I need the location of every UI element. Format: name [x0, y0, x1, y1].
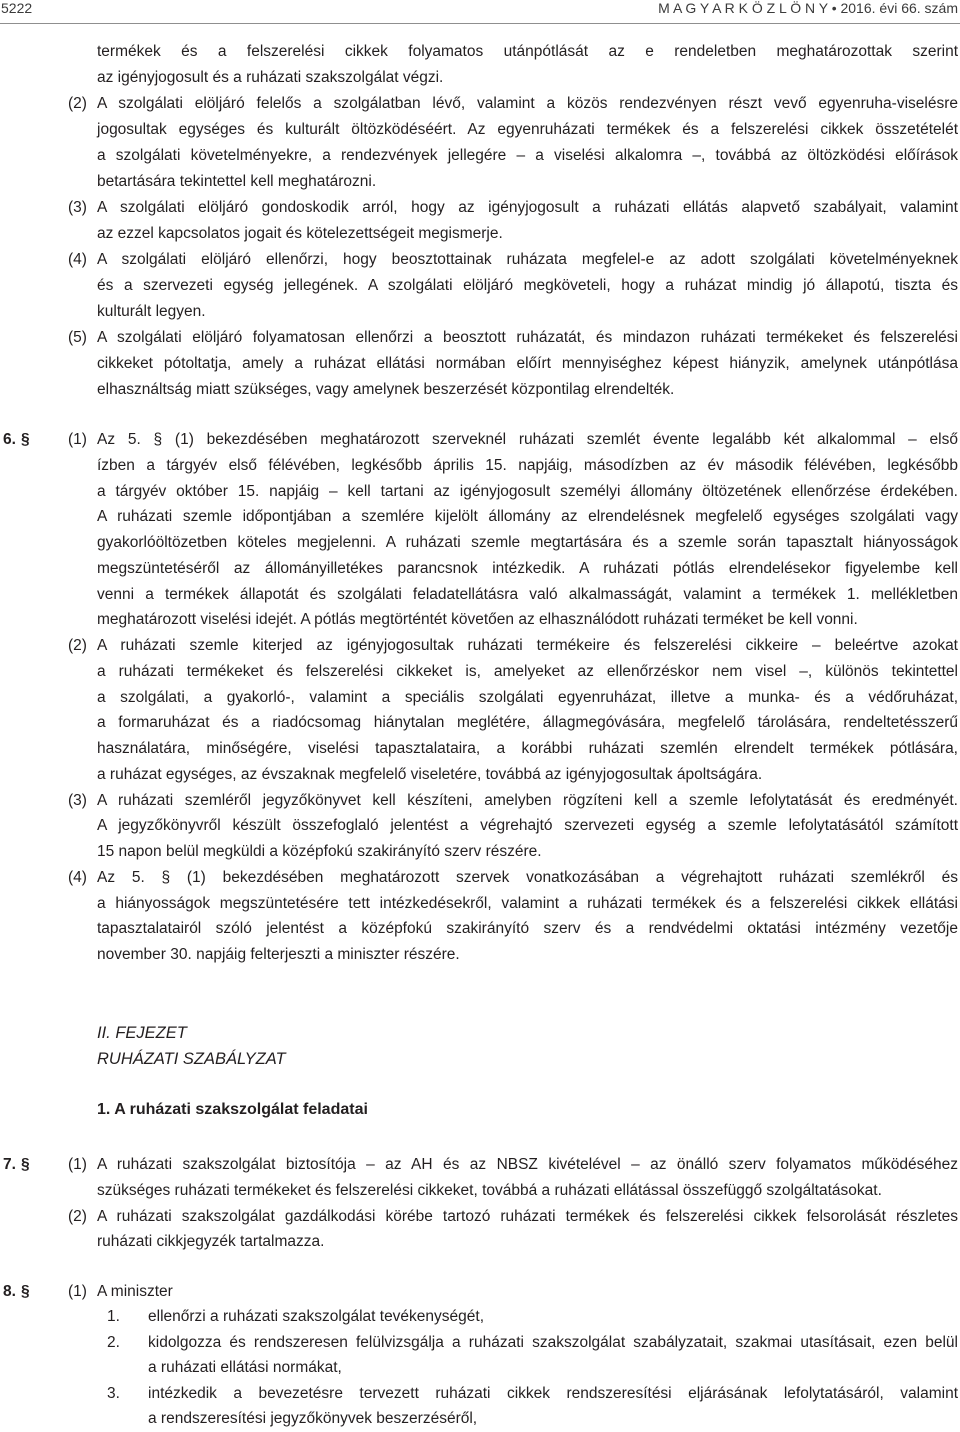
text-line — [0, 377, 960, 403]
section-number: 7. — [3, 1156, 16, 1173]
paragraph-text-line: a formaruházat és a riadócsomag hiánytalan meglétére, állagmegóvására, megfelelő tárolására, rendeltetésszerű — [97, 714, 958, 732]
item-number: 2. — [107, 1333, 120, 1351]
paragraph-text-line: szükséges ruházati termékeket és felszerelési cikkeket, továbbá a ruházati ellátással összefüggő szolgáltatásokat. — [97, 1181, 882, 1199]
section-sign: § — [21, 1156, 30, 1173]
paragraph-number: (1) — [68, 1156, 87, 1173]
paragraph-text-line: november 30. napjáig felterjeszti a miniszter részére. — [97, 946, 460, 963]
text-line — [0, 839, 960, 865]
paragraph-text-line: A szolgálati elöljáró folyamatosan ellenőrzi a beosztott ruházatát, és mindazon ruházati termékeket és felszerelési — [97, 329, 958, 346]
paragraph-text-line: A miniszter — [97, 1283, 173, 1300]
text-line — [0, 169, 960, 195]
item-text-line: intézkedik a bevezetésre tervezett ruházati cikkek rendszeresítési eljárásának lefolytatásáról, valamint — [148, 1384, 958, 1402]
text-line — [0, 710, 960, 736]
paragraph-text-line: Az 5. § (1) bekezdésében meghatározott szerveknél ruházati szemlét évente legalább két alkalommal – első — [97, 431, 958, 448]
text-line — [0, 762, 960, 788]
text-line — [0, 351, 960, 377]
paragraph-text-line: A ruházati szakszolgálat biztosítója – az AH és az NBSZ kivételével – az önálló szerv folyamatos működéséhez — [97, 1156, 958, 1173]
text-line — [0, 479, 960, 505]
paragraph-text-line: betartására tekintettel kell meghatározni. — [97, 173, 377, 190]
text-line — [0, 247, 960, 273]
text-line — [0, 813, 960, 839]
section-sign: § — [21, 431, 30, 448]
item-text-line: a rendszeresítési jegyzőkönyvek beszerzéséről, — [148, 1409, 478, 1427]
paragraph-text-line: a szolgálati, a gyakorló-, valamint a speciális szolgálati egyenruházat, illetve a munka- és a védőruházat, — [97, 688, 958, 706]
text-line — [0, 504, 960, 530]
text-line — [0, 942, 960, 968]
paragraph-text-line: A ruházati szemléről jegyzőkönyvet kell készíteni, amelyben rögzíteni kell a szemle lefolytatását és eredményét. — [97, 791, 958, 809]
paragraph-text-line: ruházati cikkjegyzék tartalmazza. — [97, 1233, 325, 1251]
paragraph-text-line: A szolgálati elöljáró gondoskodik arról, hogy az igényjogosult a ruházati ellátás alapvető szabályait, valamint — [97, 199, 958, 216]
chapter-title: RUHÁZATI SZABÁLYZAT — [97, 1050, 286, 1068]
text-line — [0, 1279, 960, 1304]
text-line — [0, 117, 960, 143]
paragraph-text-line: venni a termékek állapotát és szolgálati feladatellátásra való alkalmasságát, valamint a termékek 1. mellékletben — [97, 585, 958, 603]
item-text-line: kidolgozza és rendszeresen felülvizsgálja a ruházati szakszolgálat szabályzatait, szakmai utasításait, ezen belül — [148, 1333, 958, 1351]
paragraph-text-line: termékek és a felszerelési cikkek folyamatos utánpótlását az e rendeletben meghatározottak szerint — [97, 43, 958, 60]
paragraph-number: (2) — [68, 1207, 87, 1225]
text-line — [0, 39, 960, 65]
paragraph-number: (3) — [68, 791, 87, 809]
chapter-subtitle: 1. A ruházati szakszolgálat feladatai — [97, 1101, 368, 1118]
text-line — [0, 1330, 960, 1355]
paragraph-number: (1) — [68, 1283, 87, 1300]
paragraph-text-line: gyakorlóöltözetben köteles megjelenni. A ruházati szemle megtartására és a szemle során tapasztalt hiányosságok — [97, 534, 958, 551]
paragraph-number: (4) — [68, 251, 87, 268]
paragraph-text-line: a tárgyév október 15. napjáig – kell tartani az igényjogosult személyi állomány öltözetének ellenőrzése érdekében. — [97, 482, 958, 500]
page-number: 5222 — [1, 0, 33, 16]
paragraph-number: (3) — [68, 199, 87, 216]
paragraph-text-line: A ruházati szakszolgálat gazdálkodási körébe tartozó ruházati termékek és felszerelési cikkek felsorolását részletes — [97, 1207, 958, 1225]
text-line — [0, 453, 960, 479]
paragraph-text-line: és a szervezeti egység jellegének. A szolgálati elöljáró megköveteli, hogy a ruházat mindig jó állapotú, tiszta és — [97, 277, 958, 294]
paragraph-text-line: használatára, minőségére, viselési tapasztalataira, a korábbi ruházati szemlén elrendelt termékek pótlására, — [97, 740, 958, 757]
paragraph-text-line: A szolgálati elöljáró ellenőrzi, hogy beosztottainak ruházata megfelel-e az adott szolgálati követelményeknek — [97, 251, 958, 268]
chapter-number: II. FEJEZET — [97, 1024, 187, 1042]
text-line — [0, 736, 960, 762]
text-line — [0, 91, 960, 117]
text-line — [0, 1355, 960, 1380]
section-number: 8. — [3, 1283, 16, 1300]
section-6 — [0, 427, 960, 968]
text-line — [0, 299, 960, 325]
header-rule — [0, 23, 960, 24]
text-line — [0, 427, 960, 453]
text-line — [0, 221, 960, 247]
paragraph-text-line: ízben a tárgyév első félévében, legkésőbb április 15. napjáig, másodízben az év második félévében, legkésőbb — [97, 456, 958, 474]
item-text-line: ellenőrzi a ruházati szakszolgálat tevékenységét, — [148, 1308, 485, 1326]
paragraph-text-line: jogosultak egységes és kulturált öltözködéséért. Az egyenruházati termékek és a felszerelési cikkek összetételét — [97, 121, 958, 138]
section-8 — [0, 1279, 960, 1431]
text-line — [0, 556, 960, 582]
text-line — [0, 1178, 960, 1204]
text-line — [0, 1406, 960, 1431]
paragraph-text-line: A szolgálati elöljáró felelős a szolgálatban lévő, valamint a közös rendezvényen részt vevő egyenruha-viselésre — [97, 95, 958, 112]
text-line — [0, 1381, 960, 1406]
paragraph-text-line: az igényjogosult és a ruházati szakszolgálat végzi. — [97, 69, 444, 86]
text-line — [0, 1152, 960, 1178]
text-line — [0, 685, 960, 711]
text-line — [0, 659, 960, 685]
paragraph-text-line: a ruházati termékeket és felszerelési cikkeket is, amelyeket az ellenőrzéskor nem visel –, különös tekintettel — [97, 662, 958, 680]
paragraph-text-line: A ruházati szemle időpontjában a szemlére kijelölt állomány az elrendelésnek megfelelő egységes szolgálati vagy — [97, 508, 958, 526]
paragraph-text-line: az ezzel kapcsolatos jogait és kötelezettségeit megismerje. — [97, 225, 503, 242]
item-number: 1. — [107, 1308, 120, 1326]
paragraph-number: (5) — [68, 329, 87, 346]
text-line — [0, 273, 960, 299]
text-line — [0, 325, 960, 351]
paragraph-text-line: megszüntetéséről az állományilletékes parancsnok intézkedik. A ruházati pótlás elrendelésekor figyelembe kell — [97, 559, 958, 577]
item-number: 3. — [107, 1384, 120, 1402]
paragraph-text-line: kulturált legyen. — [97, 303, 206, 320]
paragraph-text-line: tapasztalatairól szóló jelentést a középfokú szakirányító szerv és a rendvédelmi oktatási intézmény vezetője — [97, 920, 958, 938]
paragraph-number: (2) — [68, 637, 87, 654]
paragraph-text-line: cikkeket pótoltatja, amely a ruházat ellátási normában előírt mennyiséghez képest hiányzik, amelynek utánpótlása — [97, 355, 958, 372]
section-7 — [0, 1152, 960, 1255]
section-5-continuation — [0, 39, 960, 403]
section-number: 6. — [3, 431, 16, 448]
paragraph-number: (4) — [68, 868, 87, 886]
paragraph-text-line: a szolgálati követelményekre, a rendezvények jellegére – a viselési alkalomra –, továbbá az öltözködési előírások — [97, 147, 958, 164]
paragraph-text-line: meghatározott viselési idejét. A pótlás megtörténtét követően az elhasználódott ruházati terméket be kell vonni. — [97, 611, 858, 629]
text-line — [0, 788, 960, 814]
text-line — [0, 916, 960, 942]
text-line — [0, 1204, 960, 1230]
text-line — [0, 195, 960, 221]
paragraph-number: (1) — [68, 431, 87, 448]
paragraph-text-line: a ruházat egységes, az évszaknak megfelelő viseletére, továbbá az igényjogosultak ápoltságára. — [97, 765, 763, 783]
text-line — [0, 582, 960, 608]
running-title: M A G Y A R K Ö Z L Ö N Y • 2016. évi 66. szám — [658, 0, 958, 16]
paragraph-text-line: elhasználtság miatt szükséges, vagy amelynek beszerzését központilag elrendelték. — [97, 381, 675, 398]
section-sign: § — [21, 1283, 30, 1300]
text-line — [0, 865, 960, 891]
text-line — [0, 143, 960, 169]
text-line — [0, 607, 960, 633]
paragraph-text-line: A jegyzőkönyvről készült összefoglaló jelentést a végrehajtó szervezeti egység a szemle lefolytatásától számított — [97, 817, 958, 835]
text-line — [0, 891, 960, 917]
paragraph-number: (2) — [68, 95, 87, 112]
text-line — [0, 1229, 960, 1255]
paragraph-text-line: A ruházati szemle kiterjed az igényjogosultak ruházati termékeire és felszerelési cikkeire – beleértve azokat — [97, 637, 958, 654]
text-line — [0, 530, 960, 556]
text-line — [0, 1304, 960, 1329]
text-line — [0, 633, 960, 659]
text-line — [0, 65, 960, 91]
paragraph-text-line: a hiányosságok megszüntetésére tett intézkedésekről, valamint a ruházati termékek és a felszerelési cikkek ellátási — [97, 894, 958, 912]
item-text-line: a ruházati ellátási normákat, — [148, 1359, 342, 1377]
paragraph-text-line: 15 napon belül megküldi a középfokú szakirányító szerv részére. — [97, 843, 542, 860]
paragraph-text-line: Az 5. § (1) bekezdésében meghatározott szervek vonatkozásában a végrehajtott ruházati szemlékről és — [97, 868, 958, 886]
